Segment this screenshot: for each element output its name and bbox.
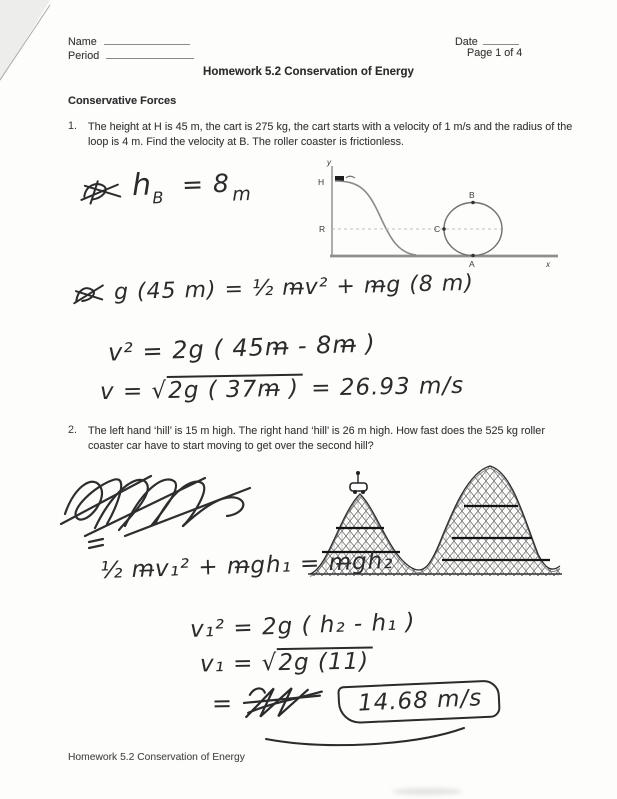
hb-symbol: h	[131, 167, 153, 204]
section-heading: Conservative Forces	[68, 95, 177, 107]
problem2-text: The left hand ‘hill’ is 15 m high. The right hand ‘hill’ is 26 m high. How fast does the 525 kg roller coaster car have to start moving to get over the second hill?	[88, 425, 545, 452]
eq6-radicand: 2g (11)	[277, 646, 373, 676]
y-axis-label: y	[327, 158, 331, 167]
period-field	[68, 47, 194, 62]
point-c-label: C	[434, 224, 441, 234]
name-label: Name	[68, 36, 97, 48]
scan-smudge	[392, 788, 462, 795]
date-field	[455, 33, 519, 48]
handwriting-answer	[212, 678, 501, 724]
point-b-label: B	[469, 190, 475, 200]
eq3-prefix: v = √	[99, 378, 168, 406]
coaster-cart	[350, 471, 367, 494]
loop-diagram	[316, 156, 564, 272]
point-h-label: H	[318, 177, 325, 187]
eq1-text: g (45 m) = ½ m̶v² + m̶g (8 m)	[113, 270, 475, 306]
page-title: Homework 5.2 Conservation of Energy	[203, 66, 414, 78]
handwriting-eq6	[200, 648, 374, 677]
scribbled-equation	[55, 466, 270, 551]
answer-box-tail	[264, 726, 469, 750]
name-blank-line	[104, 33, 190, 45]
final-answer-box: 14.68 m/s	[338, 679, 502, 724]
eq4-text: ½ m̶v₁² + m̶gh₁ = m̶gh₂	[99, 547, 394, 585]
hill-curve	[335, 181, 416, 255]
problem1-number: 1.	[68, 120, 78, 132]
eq7-equals: =	[211, 689, 234, 718]
eq6-prefix: v₁ = √	[199, 650, 278, 678]
handwriting-eq1	[72, 271, 474, 308]
hb-value: = 8	[181, 168, 231, 200]
hb-subscript: B	[152, 188, 165, 208]
handwriting-hb-note	[77, 164, 252, 211]
point-a-label: A	[469, 259, 475, 269]
period-blank-line	[106, 47, 194, 59]
problem1-text: The height at H is 45 m, the cart is 275 kg, the cart starts with a velocity of 1 m/s and the radius of the loop is 4 m. Find the velocity at B. The roller coaster is frictionless.	[88, 121, 573, 148]
handwriting-eq3	[100, 373, 465, 405]
eq3-radicand: 2g ( 37m̶ )	[167, 374, 303, 404]
eq5-text: v₁² = 2g ( h₂ - h₁ )	[189, 609, 416, 643]
page-number: Page 1 of 4	[467, 47, 523, 59]
scribble-crossout-icon	[241, 682, 324, 721]
scribble-crossout-icon	[78, 177, 127, 207]
scribble-crossout-icon	[72, 280, 107, 307]
footer-text: Homework 5.2 Conservation of Energy	[68, 752, 245, 763]
problem2-number: 2.	[68, 424, 78, 436]
scan-corner-artifact	[0, 0, 70, 95]
period-label: Period	[68, 50, 100, 62]
name-field	[68, 33, 190, 48]
eq2-text: v² = 2g ( 45m̶ - 8m̶ )	[107, 329, 377, 367]
handwriting-eq2	[108, 329, 377, 366]
date-blank-line	[483, 33, 519, 45]
point-r-label: R	[319, 224, 326, 234]
eq3-result: = 26.93 m/s	[311, 372, 465, 402]
hb-unit: m	[231, 182, 253, 206]
x-axis-label: x	[546, 260, 550, 269]
handwriting-eq5	[190, 609, 416, 643]
date-label: Date	[455, 36, 478, 48]
